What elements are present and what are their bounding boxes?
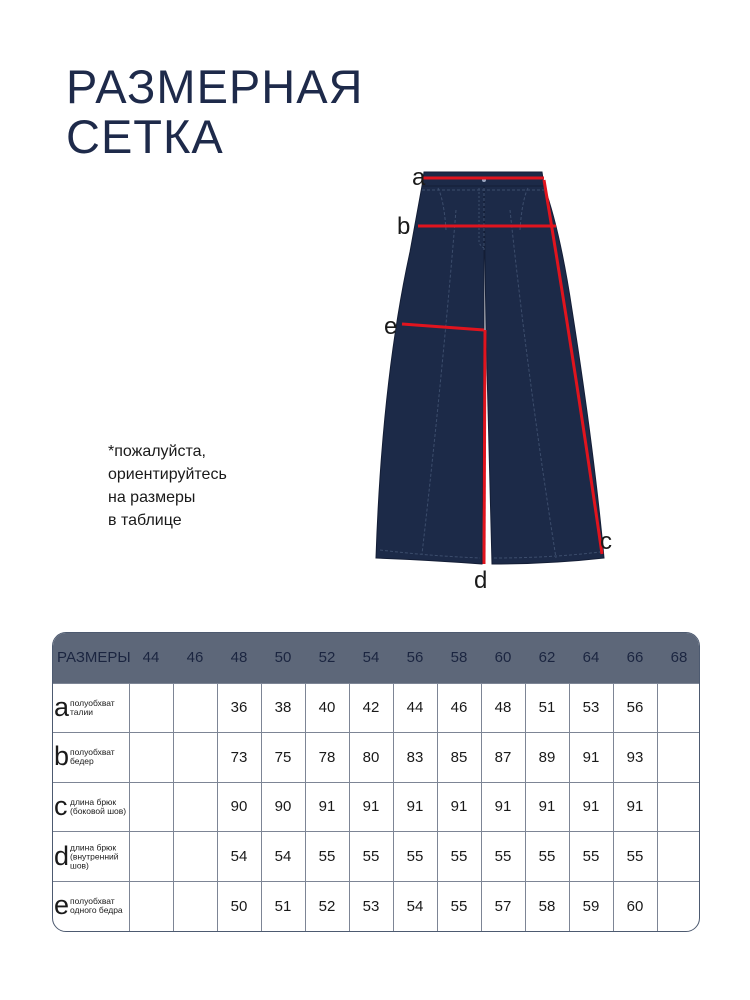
size-note [108, 440, 227, 532]
size-header-cell: 60 [494, 649, 512, 667]
measurement-letter: e [54, 890, 70, 921]
size-value-cell: 55 [569, 832, 613, 882]
size-header-cell: 64 [582, 649, 600, 667]
size-value-cell [173, 733, 217, 783]
size-value-cell [129, 683, 173, 733]
table-row [53, 683, 700, 733]
size-value-cell: 55 [393, 832, 437, 882]
size-value-cell: 40 [305, 683, 349, 733]
size-value-cell: 78 [305, 733, 349, 783]
measurement-letter: c [54, 790, 68, 821]
size-value-cell [173, 881, 217, 931]
size-header-cell: 54 [362, 649, 380, 667]
size-value-cell: 53 [569, 683, 613, 733]
size-value-cell: 85 [437, 733, 481, 783]
size-header-cell: 62 [538, 649, 556, 667]
size-value-cell [657, 782, 700, 832]
size-note-line-4: в таблице [108, 512, 182, 529]
table-row [53, 881, 700, 931]
measure-label-c: c [600, 528, 612, 555]
pants-measurement-diagram [360, 160, 630, 600]
size-value-cell: 91 [349, 782, 393, 832]
size-header-cell: 44 [142, 649, 160, 667]
size-value-cell [657, 881, 700, 931]
measurement-letter: a [54, 691, 70, 722]
measure-label-d: d [474, 567, 488, 594]
size-value-cell: 91 [525, 782, 569, 832]
size-value-cell: 91 [437, 782, 481, 832]
size-value-cell [173, 782, 217, 832]
size-header-cell: 56 [406, 649, 424, 667]
size-value-cell [657, 832, 700, 882]
size-value-cell: 38 [261, 683, 305, 733]
size-value-cell: 54 [217, 832, 261, 882]
size-table [52, 632, 700, 932]
size-value-cell: 56 [613, 683, 657, 733]
measure-line-d [484, 330, 485, 564]
size-value-cell [173, 683, 217, 733]
size-table-header [53, 633, 700, 683]
size-value-cell: 51 [525, 683, 569, 733]
size-table-grid [53, 633, 700, 931]
size-value-cell: 57 [481, 881, 525, 931]
size-value-cell: 51 [261, 881, 305, 931]
size-header-cell: 52 [318, 649, 336, 667]
measurement-description: длина брюк (боковой шов) [70, 796, 127, 816]
pants-left-leg [376, 186, 484, 564]
size-value-cell: 55 [349, 832, 393, 882]
measure-label-e: e [384, 313, 398, 340]
measure-label-a: a [412, 164, 426, 191]
page-title-line-1: РАЗМЕРНАЯ [66, 60, 364, 113]
measurement-label-cell [53, 782, 129, 832]
size-header-cell: 46 [186, 649, 204, 667]
size-value-cell: 55 [305, 832, 349, 882]
size-value-cell: 91 [393, 782, 437, 832]
size-value-cell: 53 [349, 881, 393, 931]
size-value-cell: 58 [525, 881, 569, 931]
size-value-cell: 83 [393, 733, 437, 783]
size-value-cell: 54 [393, 881, 437, 931]
pants-illustration [360, 160, 630, 600]
size-header-label: РАЗМЕРЫ [57, 649, 131, 667]
size-value-cell: 91 [569, 733, 613, 783]
size-value-cell [129, 782, 173, 832]
size-value-cell [657, 733, 700, 783]
pants-right-leg [484, 186, 604, 564]
size-value-cell: 93 [613, 733, 657, 783]
size-value-cell: 54 [261, 832, 305, 882]
size-value-cell: 46 [437, 683, 481, 733]
size-value-cell [657, 683, 700, 733]
table-row [53, 782, 700, 832]
size-value-cell: 48 [481, 683, 525, 733]
size-value-cell: 60 [613, 881, 657, 931]
size-value-cell: 36 [217, 683, 261, 733]
size-value-cell: 91 [569, 782, 613, 832]
size-value-cell [173, 832, 217, 882]
size-header-cell: 68 [670, 649, 688, 667]
size-value-cell: 55 [437, 832, 481, 882]
size-value-cell: 50 [217, 881, 261, 931]
size-note-line-2: ориентируйтесь [108, 466, 227, 483]
table-row [53, 832, 700, 882]
size-value-cell: 59 [569, 881, 613, 931]
table-row [53, 733, 700, 783]
measurement-label-cell [53, 832, 129, 882]
size-value-cell: 80 [349, 733, 393, 783]
size-value-cell: 75 [261, 733, 305, 783]
size-value-cell: 52 [305, 881, 349, 931]
measurement-letter: d [54, 840, 70, 871]
size-header-cell: 58 [450, 649, 468, 667]
size-header-cell: 66 [626, 649, 644, 667]
page-title-line-2: СЕТКА [66, 110, 224, 163]
size-value-cell: 89 [525, 733, 569, 783]
size-value-cell: 55 [613, 832, 657, 882]
size-value-cell [129, 832, 173, 882]
measurement-label-cell [53, 881, 129, 931]
size-value-cell [129, 881, 173, 931]
size-header-cell: 50 [274, 649, 292, 667]
size-note-line-1: *пожалуйста, [108, 443, 206, 460]
size-value-cell: 91 [481, 782, 525, 832]
measure-label-b: b [397, 213, 411, 240]
size-value-cell: 91 [305, 782, 349, 832]
size-value-cell: 55 [437, 881, 481, 931]
measurement-description: полуобхват талии [70, 697, 115, 717]
size-value-cell: 73 [217, 733, 261, 783]
size-value-cell: 55 [481, 832, 525, 882]
measurement-label-cell [53, 733, 129, 783]
measurement-description: полуобхват бедер [70, 747, 115, 767]
size-value-cell [129, 733, 173, 783]
size-value-cell: 55 [525, 832, 569, 882]
size-value-cell: 91 [613, 782, 657, 832]
measurement-letter: b [54, 741, 70, 772]
size-value-cell: 87 [481, 733, 525, 783]
measurement-label-cell [53, 683, 129, 733]
page-title [66, 62, 364, 162]
size-header-cell: 48 [230, 649, 248, 667]
size-value-cell: 44 [393, 683, 437, 733]
size-value-cell: 42 [349, 683, 393, 733]
size-note-line-3: на размеры [108, 489, 196, 506]
size-value-cell: 90 [217, 782, 261, 832]
measurement-description: длина брюк (внутренний шов) [70, 842, 119, 871]
size-value-cell: 90 [261, 782, 305, 832]
measurement-description: полуобхват одного бедра [70, 896, 123, 916]
